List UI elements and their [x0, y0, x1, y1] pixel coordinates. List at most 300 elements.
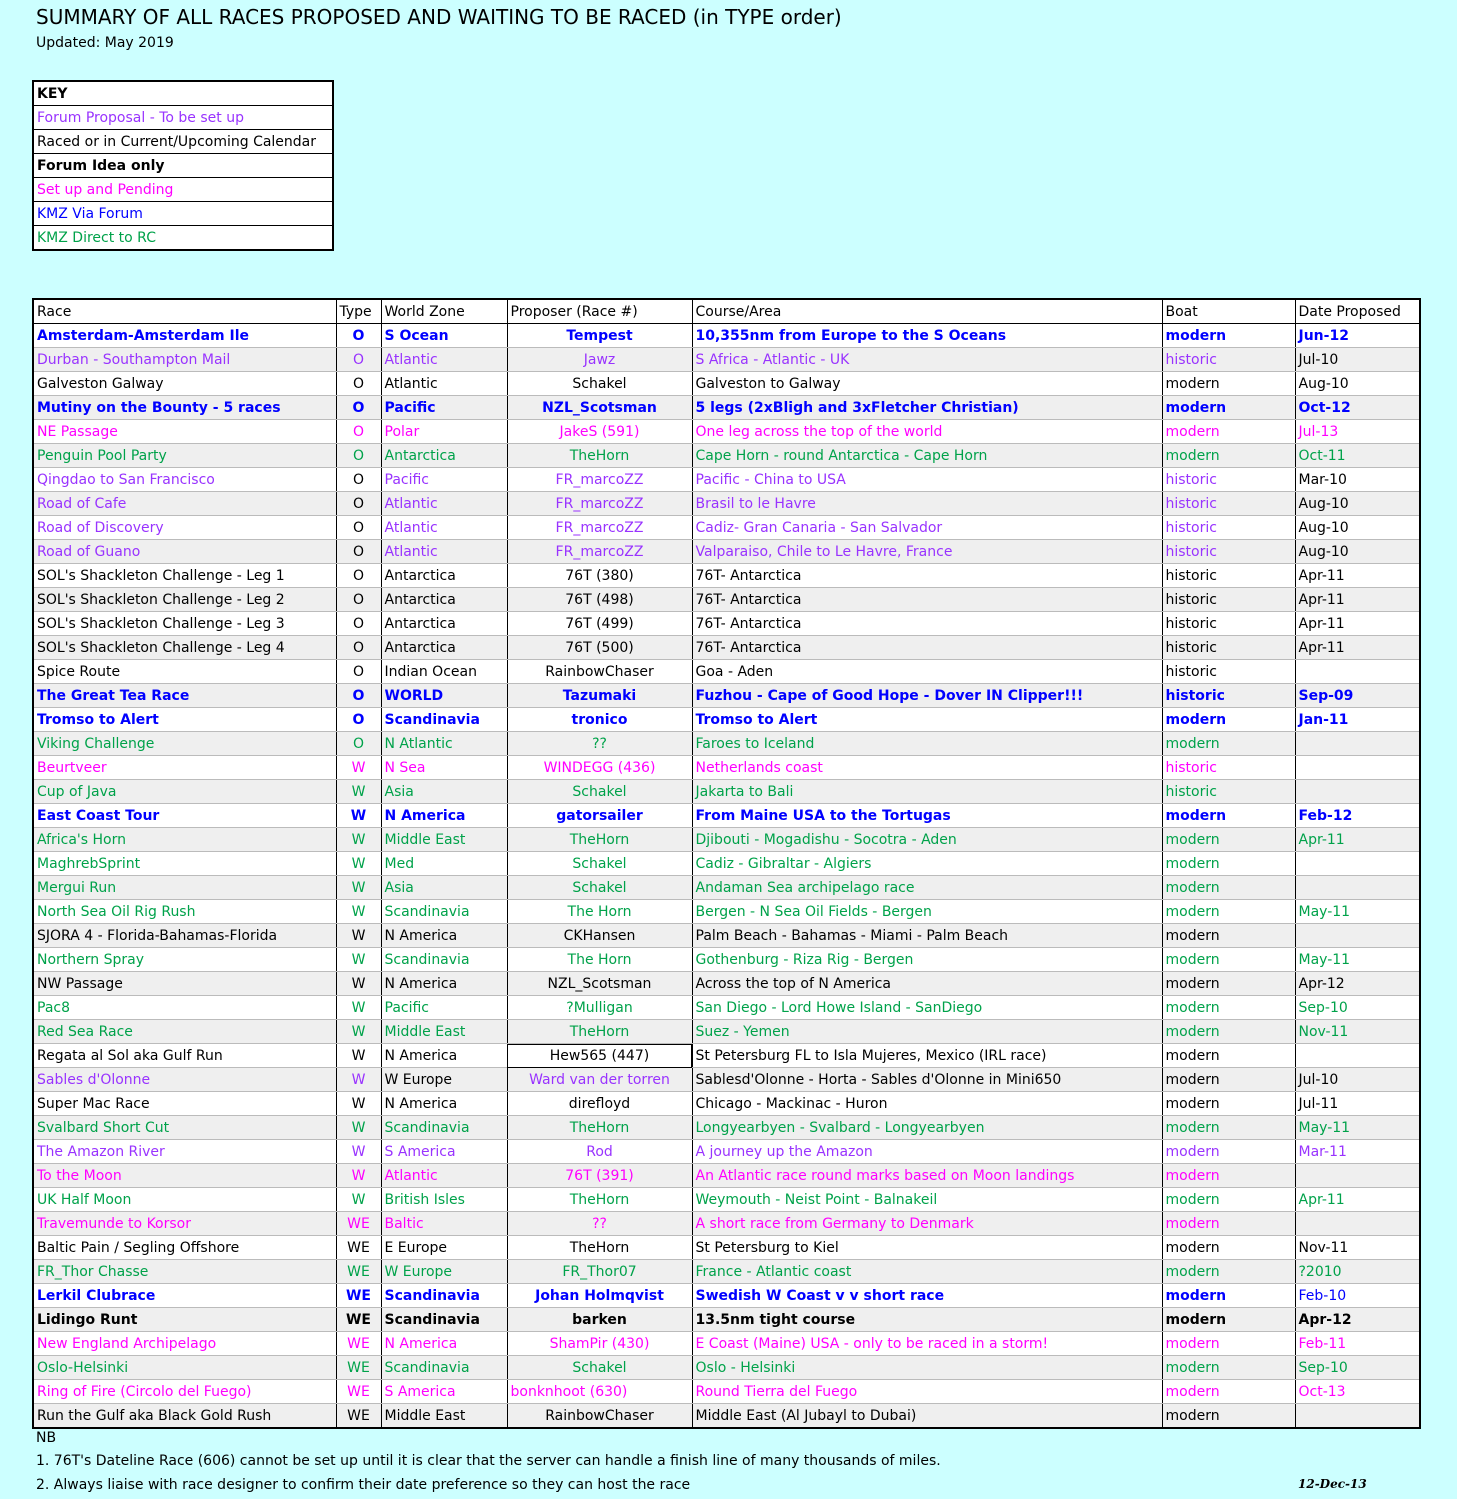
race-name-cell[interactable]: Tromso to Alert — [33, 708, 336, 732]
date-proposed-cell[interactable]: May-11 — [1295, 900, 1420, 924]
type-cell[interactable]: WE — [336, 1284, 381, 1308]
world-zone-cell[interactable]: Atlantic — [381, 516, 507, 540]
course-area-cell[interactable]: S Africa - Atlantic - UK — [692, 348, 1162, 372]
race-name-cell[interactable]: Galveston Galway — [33, 372, 336, 396]
race-name-cell[interactable]: Mergui Run — [33, 876, 336, 900]
world-zone-cell[interactable]: Polar — [381, 420, 507, 444]
world-zone-cell[interactable]: Antarctica — [381, 564, 507, 588]
date-proposed-cell[interactable] — [1295, 780, 1420, 804]
race-name-cell[interactable]: MaghrebSprint — [33, 852, 336, 876]
race-name-cell[interactable]: NE Passage — [33, 420, 336, 444]
date-proposed-cell[interactable] — [1295, 756, 1420, 780]
world-zone-cell[interactable]: N Sea — [381, 756, 507, 780]
date-proposed-cell[interactable]: Sep-09 — [1295, 684, 1420, 708]
race-name-cell[interactable]: Road of Discovery — [33, 516, 336, 540]
proposer-cell[interactable]: RainbowChaser — [507, 660, 692, 684]
race-name-cell[interactable]: Run the Gulf aka Black Gold Rush — [33, 1404, 336, 1429]
world-zone-cell[interactable]: S America — [381, 1140, 507, 1164]
proposer-cell[interactable]: 76T (500) — [507, 636, 692, 660]
world-zone-cell[interactable]: N America — [381, 1332, 507, 1356]
date-proposed-cell[interactable]: Jul-10 — [1295, 1068, 1420, 1092]
world-zone-cell[interactable]: Middle East — [381, 1404, 507, 1429]
boat-cell[interactable]: modern — [1162, 396, 1295, 420]
course-area-cell[interactable]: Jakarta to Bali — [692, 780, 1162, 804]
world-zone-cell[interactable]: S America — [381, 1380, 507, 1404]
race-name-cell[interactable]: Mutiny on the Bounty - 5 races — [33, 396, 336, 420]
type-cell[interactable]: W — [336, 900, 381, 924]
type-cell[interactable]: O — [336, 564, 381, 588]
course-area-cell[interactable]: Fuzhou - Cape of Good Hope - Dover IN Clipper!!! — [692, 684, 1162, 708]
world-zone-cell[interactable]: Baltic — [381, 1212, 507, 1236]
course-area-cell[interactable]: Goa - Aden — [692, 660, 1162, 684]
boat-cell[interactable]: historic — [1162, 588, 1295, 612]
date-proposed-cell[interactable]: May-11 — [1295, 948, 1420, 972]
date-proposed-cell[interactable] — [1295, 924, 1420, 948]
race-name-cell[interactable]: Amsterdam-Amsterdam Ile — [33, 324, 336, 348]
proposer-cell[interactable]: FR_Thor07 — [507, 1260, 692, 1284]
type-cell[interactable]: O — [336, 516, 381, 540]
date-proposed-cell[interactable] — [1295, 1404, 1420, 1429]
type-cell[interactable]: W — [336, 996, 381, 1020]
boat-cell[interactable]: historic — [1162, 612, 1295, 636]
race-name-cell[interactable]: East Coast Tour — [33, 804, 336, 828]
race-name-cell[interactable]: Spice Route — [33, 660, 336, 684]
world-zone-cell[interactable]: Scandinavia — [381, 1116, 507, 1140]
world-zone-cell[interactable]: Antarctica — [381, 588, 507, 612]
world-zone-cell[interactable]: N America — [381, 924, 507, 948]
race-name-cell[interactable]: Road of Guano — [33, 540, 336, 564]
boat-cell[interactable]: modern — [1162, 852, 1295, 876]
course-area-cell[interactable]: Suez - Yemen — [692, 1020, 1162, 1044]
date-proposed-cell[interactable]: Jul-11 — [1295, 1092, 1420, 1116]
race-name-cell[interactable]: New England Archipelago — [33, 1332, 336, 1356]
date-proposed-cell[interactable]: Mar-11 — [1295, 1140, 1420, 1164]
boat-cell[interactable]: modern — [1162, 1116, 1295, 1140]
course-area-cell[interactable]: St Petersburg FL to Isla Mujeres, Mexico (IRL race) — [692, 1044, 1162, 1068]
type-cell[interactable]: W — [336, 1140, 381, 1164]
proposer-cell[interactable]: ?Mulligan — [507, 996, 692, 1020]
boat-cell[interactable]: modern — [1162, 372, 1295, 396]
course-area-cell[interactable]: Cape Horn - round Antarctica - Cape Horn — [692, 444, 1162, 468]
course-area-cell[interactable]: 76T- Antarctica — [692, 612, 1162, 636]
course-area-cell[interactable]: France - Atlantic coast — [692, 1260, 1162, 1284]
course-area-cell[interactable]: Tromso to Alert — [692, 708, 1162, 732]
date-proposed-cell[interactable] — [1295, 876, 1420, 900]
proposer-cell[interactable]: JakeS (591) — [507, 420, 692, 444]
date-proposed-cell[interactable]: Feb-12 — [1295, 804, 1420, 828]
header-proposer[interactable]: Proposer (Race #) — [507, 299, 692, 324]
type-cell[interactable]: WE — [336, 1332, 381, 1356]
date-proposed-cell[interactable]: Apr-11 — [1295, 1188, 1420, 1212]
proposer-cell[interactable]: 76T (499) — [507, 612, 692, 636]
world-zone-cell[interactable]: British Isles — [381, 1188, 507, 1212]
course-area-cell[interactable]: Palm Beach - Bahamas - Miami - Palm Beach — [692, 924, 1162, 948]
date-proposed-cell[interactable]: Apr-11 — [1295, 828, 1420, 852]
proposer-cell[interactable]: 76T (391) — [507, 1164, 692, 1188]
world-zone-cell[interactable]: Scandinavia — [381, 1284, 507, 1308]
world-zone-cell[interactable]: Med — [381, 852, 507, 876]
type-cell[interactable]: WE — [336, 1260, 381, 1284]
type-cell[interactable]: W — [336, 1092, 381, 1116]
boat-cell[interactable]: modern — [1162, 996, 1295, 1020]
date-proposed-cell[interactable] — [1295, 660, 1420, 684]
course-area-cell[interactable]: Round Tierra del Fuego — [692, 1380, 1162, 1404]
type-cell[interactable]: WE — [336, 1236, 381, 1260]
proposer-cell[interactable]: Schakel — [507, 1356, 692, 1380]
proposer-cell[interactable]: ?? — [507, 1212, 692, 1236]
world-zone-cell[interactable]: Atlantic — [381, 348, 507, 372]
proposer-cell[interactable]: Ward van der torren — [507, 1068, 692, 1092]
course-area-cell[interactable]: 76T- Antarctica — [692, 636, 1162, 660]
date-proposed-cell[interactable]: Aug-10 — [1295, 516, 1420, 540]
course-area-cell[interactable]: Brasil to le Havre — [692, 492, 1162, 516]
proposer-cell[interactable]: Schakel — [507, 852, 692, 876]
type-cell[interactable]: WE — [336, 1356, 381, 1380]
type-cell[interactable]: W — [336, 972, 381, 996]
race-name-cell[interactable]: To the Moon — [33, 1164, 336, 1188]
course-area-cell[interactable]: Cadiz - Gibraltar - Algiers — [692, 852, 1162, 876]
date-proposed-cell[interactable]: Jun-12 — [1295, 324, 1420, 348]
proposer-cell[interactable]: 76T (498) — [507, 588, 692, 612]
race-name-cell[interactable]: The Amazon River — [33, 1140, 336, 1164]
boat-cell[interactable]: historic — [1162, 660, 1295, 684]
type-cell[interactable]: W — [336, 924, 381, 948]
type-cell[interactable]: W — [336, 756, 381, 780]
race-name-cell[interactable]: Oslo-Helsinki — [33, 1356, 336, 1380]
proposer-cell[interactable]: The Horn — [507, 948, 692, 972]
world-zone-cell[interactable]: Atlantic — [381, 492, 507, 516]
date-proposed-cell[interactable]: Apr-11 — [1295, 612, 1420, 636]
race-name-cell[interactable]: NW Passage — [33, 972, 336, 996]
type-cell[interactable]: O — [336, 492, 381, 516]
race-name-cell[interactable]: SOL's Shackleton Challenge - Leg 4 — [33, 636, 336, 660]
course-area-cell[interactable]: Swedish W Coast v v short race — [692, 1284, 1162, 1308]
proposer-cell[interactable]: TheHorn — [507, 1188, 692, 1212]
proposer-cell[interactable]: direfloyd — [507, 1092, 692, 1116]
type-cell[interactable]: O — [336, 540, 381, 564]
date-proposed-cell[interactable] — [1295, 1212, 1420, 1236]
type-cell[interactable]: O — [336, 660, 381, 684]
world-zone-cell[interactable]: Middle East — [381, 828, 507, 852]
proposer-cell[interactable]: Hew565 (447) — [507, 1044, 692, 1068]
date-proposed-cell[interactable]: Oct-12 — [1295, 396, 1420, 420]
date-proposed-cell[interactable]: Oct-11 — [1295, 444, 1420, 468]
boat-cell[interactable]: historic — [1162, 540, 1295, 564]
boat-cell[interactable]: modern — [1162, 324, 1295, 348]
course-area-cell[interactable]: Andaman Sea archipelago race — [692, 876, 1162, 900]
date-proposed-cell[interactable]: Aug-10 — [1295, 540, 1420, 564]
type-cell[interactable]: W — [336, 948, 381, 972]
proposer-cell[interactable]: The Horn — [507, 900, 692, 924]
course-area-cell[interactable]: Chicago - Mackinac - Huron — [692, 1092, 1162, 1116]
boat-cell[interactable]: modern — [1162, 1020, 1295, 1044]
race-name-cell[interactable]: Penguin Pool Party — [33, 444, 336, 468]
course-area-cell[interactable]: 5 legs (2xBligh and 3xFletcher Christian) — [692, 396, 1162, 420]
course-area-cell[interactable]: Longyearbyen - Svalbard - Longyearbyen — [692, 1116, 1162, 1140]
world-zone-cell[interactable]: Atlantic — [381, 372, 507, 396]
course-area-cell[interactable]: Middle East (Al Jubayl to Dubai) — [692, 1404, 1162, 1429]
type-cell[interactable]: O — [336, 732, 381, 756]
type-cell[interactable]: W — [336, 1044, 381, 1068]
course-area-cell[interactable]: A short race from Germany to Denmark — [692, 1212, 1162, 1236]
proposer-cell[interactable]: gatorsailer — [507, 804, 692, 828]
type-cell[interactable]: WE — [336, 1380, 381, 1404]
boat-cell[interactable]: modern — [1162, 1188, 1295, 1212]
world-zone-cell[interactable]: Atlantic — [381, 1164, 507, 1188]
type-cell[interactable]: O — [336, 684, 381, 708]
course-area-cell[interactable]: Faroes to Iceland — [692, 732, 1162, 756]
date-proposed-cell[interactable]: Apr-12 — [1295, 1308, 1420, 1332]
boat-cell[interactable]: historic — [1162, 756, 1295, 780]
world-zone-cell[interactable]: N America — [381, 1044, 507, 1068]
type-cell[interactable]: O — [336, 420, 381, 444]
date-proposed-cell[interactable]: Apr-11 — [1295, 636, 1420, 660]
proposer-cell[interactable]: FR_marcoZZ — [507, 516, 692, 540]
boat-cell[interactable]: modern — [1162, 804, 1295, 828]
proposer-cell[interactable]: Tazumaki — [507, 684, 692, 708]
date-proposed-cell[interactable]: Sep-10 — [1295, 996, 1420, 1020]
proposer-cell[interactable]: Rod — [507, 1140, 692, 1164]
proposer-cell[interactable]: CKHansen — [507, 924, 692, 948]
boat-cell[interactable]: modern — [1162, 1380, 1295, 1404]
date-proposed-cell[interactable] — [1295, 852, 1420, 876]
race-name-cell[interactable]: Africa's Horn — [33, 828, 336, 852]
proposer-cell[interactable]: TheHorn — [507, 444, 692, 468]
course-area-cell[interactable]: From Maine USA to the Tortugas — [692, 804, 1162, 828]
type-cell[interactable]: W — [336, 1068, 381, 1092]
race-name-cell[interactable]: Sables d'Olonne — [33, 1068, 336, 1092]
boat-cell[interactable]: historic — [1162, 564, 1295, 588]
boat-cell[interactable]: modern — [1162, 1260, 1295, 1284]
boat-cell[interactable]: historic — [1162, 516, 1295, 540]
course-area-cell[interactable]: A journey up the Amazon — [692, 1140, 1162, 1164]
date-proposed-cell[interactable]: Apr-12 — [1295, 972, 1420, 996]
boat-cell[interactable]: modern — [1162, 1140, 1295, 1164]
course-area-cell[interactable]: Oslo - Helsinki — [692, 1356, 1162, 1380]
type-cell[interactable]: W — [336, 1164, 381, 1188]
boat-cell[interactable]: modern — [1162, 1092, 1295, 1116]
proposer-cell[interactable]: FR_marcoZZ — [507, 540, 692, 564]
world-zone-cell[interactable]: Pacific — [381, 468, 507, 492]
course-area-cell[interactable]: 76T- Antarctica — [692, 588, 1162, 612]
date-proposed-cell[interactable]: ?2010 — [1295, 1260, 1420, 1284]
boat-cell[interactable]: modern — [1162, 1308, 1295, 1332]
boat-cell[interactable]: modern — [1162, 1068, 1295, 1092]
boat-cell[interactable]: modern — [1162, 948, 1295, 972]
race-name-cell[interactable]: Super Mac Race — [33, 1092, 336, 1116]
proposer-cell[interactable]: barken — [507, 1308, 692, 1332]
boat-cell[interactable]: modern — [1162, 1212, 1295, 1236]
header-race[interactable]: Race — [33, 299, 336, 324]
date-proposed-cell[interactable]: Nov-11 — [1295, 1236, 1420, 1260]
boat-cell[interactable]: historic — [1162, 492, 1295, 516]
world-zone-cell[interactable]: Indian Ocean — [381, 660, 507, 684]
world-zone-cell[interactable]: Antarctica — [381, 636, 507, 660]
type-cell[interactable]: O — [336, 348, 381, 372]
course-area-cell[interactable]: Bergen - N Sea Oil Fields - Bergen — [692, 900, 1162, 924]
course-area-cell[interactable]: Pacific - China to USA — [692, 468, 1162, 492]
type-cell[interactable]: W — [336, 1116, 381, 1140]
world-zone-cell[interactable]: Atlantic — [381, 540, 507, 564]
course-area-cell[interactable]: Galveston to Galway — [692, 372, 1162, 396]
race-name-cell[interactable]: Northern Spray — [33, 948, 336, 972]
boat-cell[interactable]: modern — [1162, 444, 1295, 468]
race-name-cell[interactable]: Beurtveer — [33, 756, 336, 780]
race-name-cell[interactable]: Qingdao to San Francisco — [33, 468, 336, 492]
proposer-cell[interactable]: 76T (380) — [507, 564, 692, 588]
race-name-cell[interactable]: SOL's Shackleton Challenge - Leg 1 — [33, 564, 336, 588]
world-zone-cell[interactable]: Asia — [381, 876, 507, 900]
course-area-cell[interactable]: Sablesd'Olonne - Horta - Sables d'Olonne in Mini650 — [692, 1068, 1162, 1092]
type-cell[interactable]: O — [336, 636, 381, 660]
header-type[interactable]: Type — [336, 299, 381, 324]
world-zone-cell[interactable]: N America — [381, 972, 507, 996]
course-area-cell[interactable]: Gothenburg - Riza Rig - Bergen — [692, 948, 1162, 972]
boat-cell[interactable]: historic — [1162, 636, 1295, 660]
proposer-cell[interactable]: Schakel — [507, 876, 692, 900]
boat-cell[interactable]: historic — [1162, 468, 1295, 492]
boat-cell[interactable]: modern — [1162, 876, 1295, 900]
proposer-cell[interactable]: bonknhoot (630) — [507, 1380, 692, 1404]
boat-cell[interactable]: modern — [1162, 732, 1295, 756]
race-name-cell[interactable]: Travemunde to Korsor — [33, 1212, 336, 1236]
race-name-cell[interactable]: Lidingo Runt — [33, 1308, 336, 1332]
date-proposed-cell[interactable] — [1295, 1164, 1420, 1188]
course-area-cell[interactable]: Valparaiso, Chile to Le Havre, France — [692, 540, 1162, 564]
type-cell[interactable]: W — [336, 780, 381, 804]
date-proposed-cell[interactable]: Jul-10 — [1295, 348, 1420, 372]
world-zone-cell[interactable]: Pacific — [381, 996, 507, 1020]
course-area-cell[interactable]: San Diego - Lord Howe Island - SanDiego — [692, 996, 1162, 1020]
proposer-cell[interactable]: ?? — [507, 732, 692, 756]
course-area-cell[interactable]: Across the top of N America — [692, 972, 1162, 996]
proposer-cell[interactable]: TheHorn — [507, 1116, 692, 1140]
proposer-cell[interactable]: TheHorn — [507, 828, 692, 852]
world-zone-cell[interactable]: W Europe — [381, 1260, 507, 1284]
type-cell[interactable]: W — [336, 1188, 381, 1212]
type-cell[interactable]: W — [336, 876, 381, 900]
boat-cell[interactable]: modern — [1162, 1356, 1295, 1380]
course-area-cell[interactable]: E Coast (Maine) USA - only to be raced in a storm! — [692, 1332, 1162, 1356]
course-area-cell[interactable]: Netherlands coast — [692, 756, 1162, 780]
boat-cell[interactable]: modern — [1162, 900, 1295, 924]
date-proposed-cell[interactable]: Aug-10 — [1295, 372, 1420, 396]
header-course-area[interactable]: Course/Area — [692, 299, 1162, 324]
boat-cell[interactable]: modern — [1162, 1164, 1295, 1188]
world-zone-cell[interactable]: N America — [381, 804, 507, 828]
boat-cell[interactable]: modern — [1162, 1236, 1295, 1260]
race-name-cell[interactable]: Red Sea Race — [33, 1020, 336, 1044]
world-zone-cell[interactable]: N Atlantic — [381, 732, 507, 756]
race-name-cell[interactable]: Durban - Southampton Mail — [33, 348, 336, 372]
world-zone-cell[interactable]: Scandinavia — [381, 1308, 507, 1332]
race-name-cell[interactable]: SJORA 4 - Florida-Bahamas-Florida — [33, 924, 336, 948]
world-zone-cell[interactable]: S Ocean — [381, 324, 507, 348]
world-zone-cell[interactable]: Middle East — [381, 1020, 507, 1044]
world-zone-cell[interactable]: Scandinavia — [381, 900, 507, 924]
course-area-cell[interactable]: 13.5nm tight course — [692, 1308, 1162, 1332]
type-cell[interactable]: O — [336, 372, 381, 396]
boat-cell[interactable]: modern — [1162, 1284, 1295, 1308]
course-area-cell[interactable]: 10,355nm from Europe to the S Oceans — [692, 324, 1162, 348]
world-zone-cell[interactable]: N America — [381, 1092, 507, 1116]
course-area-cell[interactable]: One leg across the top of the world — [692, 420, 1162, 444]
proposer-cell[interactable]: Schakel — [507, 372, 692, 396]
boat-cell[interactable]: modern — [1162, 1332, 1295, 1356]
proposer-cell[interactable]: Schakel — [507, 780, 692, 804]
boat-cell[interactable]: modern — [1162, 1044, 1295, 1068]
date-proposed-cell[interactable]: Jul-13 — [1295, 420, 1420, 444]
date-proposed-cell[interactable]: Apr-11 — [1295, 588, 1420, 612]
proposer-cell[interactable]: Tempest — [507, 324, 692, 348]
date-proposed-cell[interactable]: Feb-10 — [1295, 1284, 1420, 1308]
race-name-cell[interactable]: Svalbard Short Cut — [33, 1116, 336, 1140]
course-area-cell[interactable]: An Atlantic race round marks based on Moon landings — [692, 1164, 1162, 1188]
type-cell[interactable]: W — [336, 852, 381, 876]
proposer-cell[interactable]: WINDEGG (436) — [507, 756, 692, 780]
date-proposed-cell[interactable]: Mar-10 — [1295, 468, 1420, 492]
course-area-cell[interactable]: St Petersburg to Kiel — [692, 1236, 1162, 1260]
proposer-cell[interactable]: FR_marcoZZ — [507, 468, 692, 492]
proposer-cell[interactable]: TheHorn — [507, 1236, 692, 1260]
date-proposed-cell[interactable]: Feb-11 — [1295, 1332, 1420, 1356]
date-proposed-cell[interactable]: Sep-10 — [1295, 1356, 1420, 1380]
type-cell[interactable]: O — [336, 612, 381, 636]
world-zone-cell[interactable]: WORLD — [381, 684, 507, 708]
race-name-cell[interactable]: Pac8 — [33, 996, 336, 1020]
type-cell[interactable]: O — [336, 444, 381, 468]
type-cell[interactable]: WE — [336, 1404, 381, 1429]
proposer-cell[interactable]: RainbowChaser — [507, 1404, 692, 1429]
boat-cell[interactable]: modern — [1162, 420, 1295, 444]
race-name-cell[interactable]: SOL's Shackleton Challenge - Leg 2 — [33, 588, 336, 612]
proposer-cell[interactable]: NZL_Scotsman — [507, 396, 692, 420]
proposer-cell[interactable]: FR_marcoZZ — [507, 492, 692, 516]
boat-cell[interactable]: historic — [1162, 348, 1295, 372]
race-name-cell[interactable]: Viking Challenge — [33, 732, 336, 756]
race-name-cell[interactable]: Road of Cafe — [33, 492, 336, 516]
race-name-cell[interactable]: Regata al Sol aka Gulf Run — [33, 1044, 336, 1068]
header-date-proposed[interactable]: Date Proposed — [1295, 299, 1420, 324]
world-zone-cell[interactable]: E Europe — [381, 1236, 507, 1260]
course-area-cell[interactable]: 76T- Antarctica — [692, 564, 1162, 588]
course-area-cell[interactable]: Djibouti - Mogadishu - Socotra - Aden — [692, 828, 1162, 852]
boat-cell[interactable]: modern — [1162, 972, 1295, 996]
world-zone-cell[interactable]: Scandinavia — [381, 948, 507, 972]
course-area-cell[interactable]: Weymouth - Neist Point - Balnakeil — [692, 1188, 1162, 1212]
type-cell[interactable]: O — [336, 468, 381, 492]
type-cell[interactable]: O — [336, 396, 381, 420]
date-proposed-cell[interactable]: Aug-10 — [1295, 492, 1420, 516]
world-zone-cell[interactable]: Asia — [381, 780, 507, 804]
date-proposed-cell[interactable]: Apr-11 — [1295, 564, 1420, 588]
race-name-cell[interactable]: Baltic Pain / Segling Offshore — [33, 1236, 336, 1260]
race-name-cell[interactable]: FR_Thor Chasse — [33, 1260, 336, 1284]
race-name-cell[interactable]: Ring of Fire (Circolo del Fuego) — [33, 1380, 336, 1404]
boat-cell[interactable]: modern — [1162, 708, 1295, 732]
type-cell[interactable]: O — [336, 708, 381, 732]
proposer-cell[interactable]: tronico — [507, 708, 692, 732]
race-name-cell[interactable]: SOL's Shackleton Challenge - Leg 3 — [33, 612, 336, 636]
boat-cell[interactable]: historic — [1162, 684, 1295, 708]
proposer-cell[interactable]: Jawz — [507, 348, 692, 372]
type-cell[interactable]: O — [336, 324, 381, 348]
race-name-cell[interactable]: Lerkil Clubrace — [33, 1284, 336, 1308]
course-area-cell[interactable]: Cadiz- Gran Canaria - San Salvador — [692, 516, 1162, 540]
boat-cell[interactable]: modern — [1162, 1404, 1295, 1429]
proposer-cell[interactable]: Johan Holmqvist — [507, 1284, 692, 1308]
world-zone-cell[interactable]: Scandinavia — [381, 1356, 507, 1380]
